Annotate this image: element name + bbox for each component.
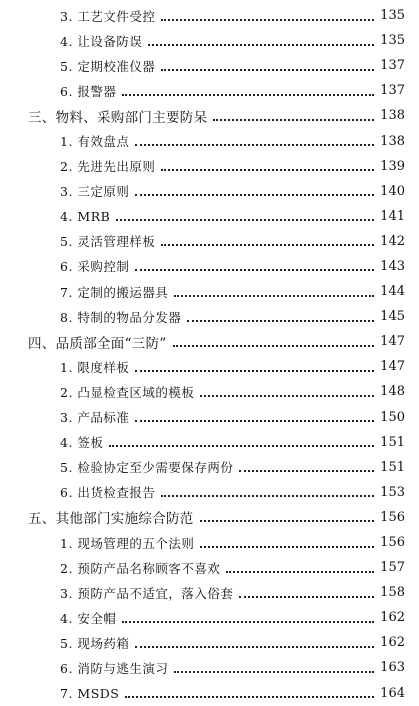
toc-entry-page: 145 [380, 309, 405, 325]
dot-leader [200, 395, 374, 397]
toc-section-title: 三、物料、采购部门主要防呆 [28, 109, 208, 126]
toc-entry-title: 3. 预防产品不适宜，落入俗套 [60, 585, 234, 601]
toc-entry-page: 148 [380, 384, 405, 400]
toc-entry-page: 151 [380, 459, 405, 475]
toc-entry-title: 3. 三定原则 [60, 184, 130, 200]
toc-entry [0, 405, 419, 430]
toc-entry [0, 480, 419, 505]
toc-entry [0, 3, 419, 28]
toc-entry-page: 153 [380, 484, 405, 500]
toc-entry-title: 4. 安全帽 [60, 610, 117, 626]
dot-leader [174, 671, 374, 673]
toc-entry-title: 4. 签板 [60, 435, 104, 451]
toc-section-heading [0, 103, 419, 128]
dot-leader [116, 219, 374, 221]
toc-entry [0, 379, 419, 404]
toc-entry-page: 151 [380, 434, 405, 450]
dot-leader [109, 445, 374, 447]
toc-entry-page: 163 [380, 660, 405, 676]
toc-section-heading [0, 329, 419, 354]
toc-entry-title: 7. MSDS [60, 685, 120, 701]
toc-entry-title: 4. 让设备防误 [60, 33, 143, 49]
toc-entry-title: 1. 限度样板 [60, 359, 130, 375]
dot-leader [125, 696, 374, 698]
toc-entry-page: 139 [380, 158, 405, 174]
dot-leader [161, 244, 374, 246]
toc-entry [0, 78, 419, 103]
toc-section-page: 156 [380, 509, 405, 525]
toc-entry-page: 141 [380, 208, 405, 224]
toc-entry-page: 140 [380, 183, 405, 199]
toc-entry-page: 137 [380, 83, 405, 99]
dot-leader [174, 295, 374, 297]
toc-entry-title: 2. 先进先出原则 [60, 159, 156, 175]
toc-entry-page: 138 [380, 133, 405, 149]
toc-entry [0, 605, 419, 630]
toc-entry [0, 279, 419, 304]
dot-leader [135, 646, 374, 648]
toc-section-title: 五、其他部门实施综合防范 [28, 511, 194, 528]
toc-entry-title: 6. 出货检查报告 [60, 485, 156, 501]
toc-section-title: 四、品质部全面“三防” [28, 335, 167, 352]
toc-entry-page: 158 [380, 585, 405, 601]
toc-entry-page: 156 [380, 535, 405, 551]
toc-entry [0, 630, 419, 655]
toc-entry [0, 304, 419, 329]
toc-entry [0, 179, 419, 204]
toc-entry-page: 137 [380, 58, 405, 74]
toc-entry [0, 28, 419, 53]
toc-entry-title: 2. 凸显检查区域的模板 [60, 384, 195, 400]
dot-leader [187, 320, 374, 322]
toc-entry [0, 254, 419, 279]
toc-entry-page: 150 [380, 409, 405, 425]
dot-leader [161, 19, 374, 21]
dot-leader [239, 470, 374, 472]
toc-entry-page: 162 [380, 635, 405, 651]
toc-entry-title: 3. 产品标准 [60, 410, 130, 426]
toc-entry-page: 135 [380, 33, 405, 49]
dot-leader [135, 370, 374, 372]
toc-entry-title: 8. 特制的物品分发器 [60, 309, 182, 325]
dot-leader [148, 44, 374, 46]
toc-section-heading [0, 505, 419, 530]
dot-leader [135, 194, 374, 196]
toc-entry [0, 430, 419, 455]
dot-leader [161, 69, 374, 71]
toc-section-page: 147 [380, 334, 405, 350]
dot-leader [122, 621, 374, 623]
toc-section-page: 138 [380, 108, 405, 124]
dot-leader [213, 119, 374, 121]
toc-entry-title: 3. 工艺文件受控 [60, 8, 156, 24]
dot-leader [200, 546, 374, 548]
toc-entry [0, 580, 419, 605]
toc-entry [0, 128, 419, 153]
toc-entry-title: 2. 预防产品名称顾客不喜欢 [60, 560, 221, 576]
toc-entry-title: 5. 灵活管理样板 [60, 234, 156, 250]
toc-entry [0, 555, 419, 580]
dot-leader [173, 345, 375, 347]
toc-entry-title: 6. 消防与逃生演习 [60, 660, 169, 676]
toc-entry-page: 144 [380, 284, 405, 300]
dot-leader [161, 495, 374, 497]
dot-leader [161, 169, 374, 171]
toc-entry-title: 6. 采购控制 [60, 259, 130, 275]
toc-entry [0, 655, 419, 680]
dot-leader [135, 420, 374, 422]
toc-entry [0, 681, 419, 706]
toc-entry-page: 164 [380, 685, 405, 701]
toc-entry-page: 157 [380, 560, 405, 576]
toc-entry [0, 154, 419, 179]
toc-entry [0, 455, 419, 480]
dot-leader [135, 269, 374, 271]
toc-entry [0, 530, 419, 555]
toc-entry-page: 162 [380, 610, 405, 626]
toc-entry [0, 354, 419, 379]
dot-leader [226, 571, 374, 573]
dot-leader [239, 596, 374, 598]
toc-entry-page: 142 [380, 233, 405, 249]
toc-entry-title: 7. 定制的搬运器具 [60, 284, 169, 300]
toc-entry [0, 229, 419, 254]
dot-leader [135, 144, 374, 146]
toc-entry [0, 204, 419, 229]
toc-entry-page: 135 [380, 8, 405, 24]
dot-leader [122, 94, 374, 96]
toc-entry-title: 1. 有效盘点 [60, 134, 130, 150]
toc-entry-title: 1. 现场管理的五个法则 [60, 535, 195, 551]
toc-entry [0, 53, 419, 78]
toc-entry-title: 5. 检验协定至少需要保存两份 [60, 460, 234, 476]
toc-entry-page: 143 [380, 258, 405, 274]
toc-entry-title: 5. 现场药箱 [60, 635, 130, 651]
dot-leader [200, 520, 375, 522]
toc-entry-title: 5. 定期校准仪器 [60, 58, 156, 74]
toc-entry-title: 6. 报警器 [60, 83, 117, 99]
toc-entry-title: 4. MRB [60, 208, 111, 224]
toc-entry-page: 147 [380, 359, 405, 375]
